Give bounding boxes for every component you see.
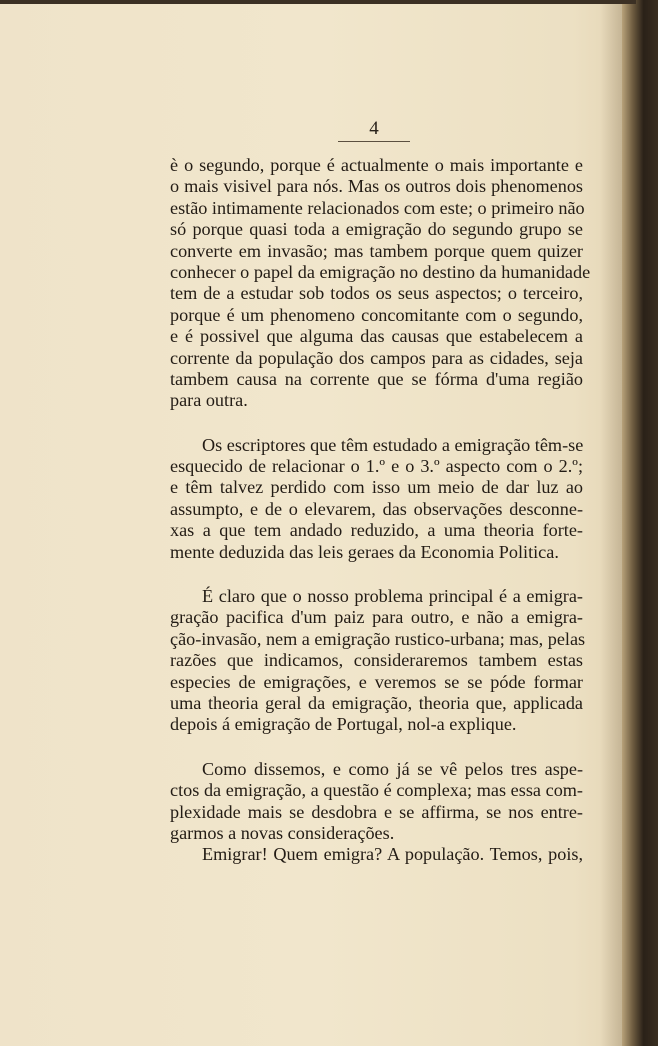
text-line: estão intimamente relacionados com este; o primeiro não: [170, 197, 585, 218]
page-top-edge: [0, 0, 636, 4]
text-line: garmos a novas considerações.: [170, 822, 395, 843]
text-line: corrente da população dos campos para as cidades, seja: [170, 347, 583, 368]
text-line: ção-invasão, nem a emigração rustico-urbana; mas, pelas: [170, 628, 586, 649]
text-line: tem de a estudar sob todos os seus aspectos; o terceiro,: [170, 283, 583, 304]
text-line: Emigrar! Quem emigra? A população. Temos, pois,: [202, 844, 583, 865]
paragraph: [170, 759, 583, 845]
paragraph: [170, 844, 583, 865]
text-line: É claro que o nosso problema principal é a emigra-: [202, 586, 583, 607]
text-line: è o segundo, porque é actualmente o mais importante e: [170, 155, 583, 175]
text-line: ctos da emigração, a questão é complexa; mas essa com-: [170, 780, 583, 801]
text-line: e é possivel que alguma das causas que estabelecem a: [170, 326, 583, 347]
text-line: assumpto, e de o elevarem, das observações desconne-: [170, 498, 583, 519]
text-line: conhecer o papel da emigração no destino da humanidade: [170, 261, 591, 282]
book-spine: [622, 0, 658, 1046]
paragraph: [170, 435, 583, 563]
text-line: esquecido de relacionar o 1.º e o 3.º aspecto com o 2.º;: [170, 456, 583, 477]
text-line: o mais visivel para nós. Mas os outros dois phenomenos: [170, 176, 583, 197]
text-line: especies de emigrações, e veremos se se póde formar: [170, 671, 583, 692]
page-edge-shadow: [600, 0, 624, 1046]
body-text: [170, 155, 591, 866]
text-line: só porque quasi toda a emigração do segundo grupo se: [170, 219, 583, 240]
text-line: para outra.: [170, 390, 248, 411]
text-line: gração pacifica d'um paiz para outro, e não a emigra-: [170, 607, 583, 628]
text-line: uma theoria geral da emigração, theoria que, applicada: [170, 692, 583, 713]
text-line: tambem causa na corrente que se fórma d'uma região: [170, 368, 583, 389]
paragraph: [170, 155, 591, 412]
text-line: mente deduzida das leis geraes da Economia Politica.: [170, 541, 559, 562]
text-line: plexidade mais se desdobra e se affirma, se nos entre-: [170, 801, 583, 822]
text-line: Como dissemos, e como já se vê pelos tres aspe-: [202, 758, 583, 779]
text-line: depois á emigração de Portugal, nol-a explique.: [170, 714, 517, 735]
text-line: razões que indicamos, consideraremos tambem estas: [170, 650, 583, 671]
text-line: xas a que tem andado reduzido, a uma theoria forte-: [170, 520, 583, 541]
text-line: converte em invasão; mas tambem porque quem quizer: [170, 240, 583, 261]
text-line: Os escriptores que têm estudado a emigração têm-se: [202, 434, 584, 455]
text-line: porque é um phenomeno concomitante com o segundo,: [170, 304, 583, 325]
page-number: 4: [369, 118, 379, 139]
text-line: e têm talvez perdido com isso um meio de dar luz ao: [170, 477, 583, 498]
paragraph: [170, 586, 586, 736]
page-number-rule: [338, 141, 410, 142]
